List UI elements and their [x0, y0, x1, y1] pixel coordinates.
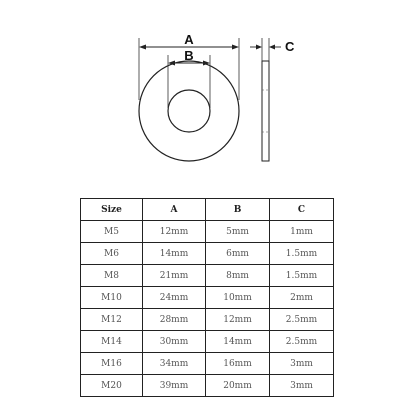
c-arrow-right: [269, 45, 275, 50]
cell-b: 14mm: [206, 331, 270, 353]
header-b: B: [206, 199, 270, 221]
cell-a: 34mm: [143, 353, 206, 375]
a-arrow-left: [139, 45, 146, 50]
c-arrow-left: [256, 45, 262, 50]
table-row: [81, 221, 334, 243]
table-row: [81, 331, 334, 353]
cell-c: 1.5mm: [270, 265, 334, 287]
label-b: B: [184, 48, 194, 63]
cell-b: 8mm: [206, 265, 270, 287]
cell-c: 2mm: [270, 287, 334, 309]
cell-a: 28mm: [143, 309, 206, 331]
cell-c: 1mm: [270, 221, 334, 243]
cell-size: M10: [81, 287, 143, 309]
cell-a: 39mm: [143, 375, 206, 397]
cell-c: 2.5mm: [270, 309, 334, 331]
table-row: [81, 243, 334, 265]
cell-c: 2.5mm: [270, 331, 334, 353]
cell-size: M8: [81, 265, 143, 287]
cell-b: 10mm: [206, 287, 270, 309]
table-row: [81, 309, 334, 331]
cell-size: M6: [81, 243, 143, 265]
cell-size: M16: [81, 353, 143, 375]
cell-a: 24mm: [143, 287, 206, 309]
washer-diagram: [0, 0, 416, 185]
washer-side-profile: [262, 61, 269, 161]
header-a: A: [143, 199, 206, 221]
a-arrow-right: [232, 45, 239, 50]
table-row: [81, 287, 334, 309]
cell-b: 16mm: [206, 353, 270, 375]
table-header-row: [81, 199, 334, 221]
cell-size: M5: [81, 221, 143, 243]
table-row: [81, 353, 334, 375]
cell-b: 12mm: [206, 309, 270, 331]
cell-size: M14: [81, 331, 143, 353]
table-row: [81, 375, 334, 397]
cell-size: M20: [81, 375, 143, 397]
cell-b: 6mm: [206, 243, 270, 265]
cell-a: 21mm: [143, 265, 206, 287]
washer-outer-circle: [139, 61, 239, 161]
label-a: A: [184, 32, 194, 47]
header-c: C: [270, 199, 334, 221]
cell-a: 14mm: [143, 243, 206, 265]
cell-size: M12: [81, 309, 143, 331]
cell-c: 1.5mm: [270, 243, 334, 265]
washer-size-table: [80, 198, 334, 397]
header-size: Size: [81, 199, 143, 221]
cell-a: 30mm: [143, 331, 206, 353]
cell-b: 5mm: [206, 221, 270, 243]
label-c: C: [285, 39, 295, 54]
washer-inner-hole: [168, 90, 210, 132]
cell-c: 3mm: [270, 375, 334, 397]
cell-b: 20mm: [206, 375, 270, 397]
cell-a: 12mm: [143, 221, 206, 243]
table-row: [81, 265, 334, 287]
cell-c: 3mm: [270, 353, 334, 375]
